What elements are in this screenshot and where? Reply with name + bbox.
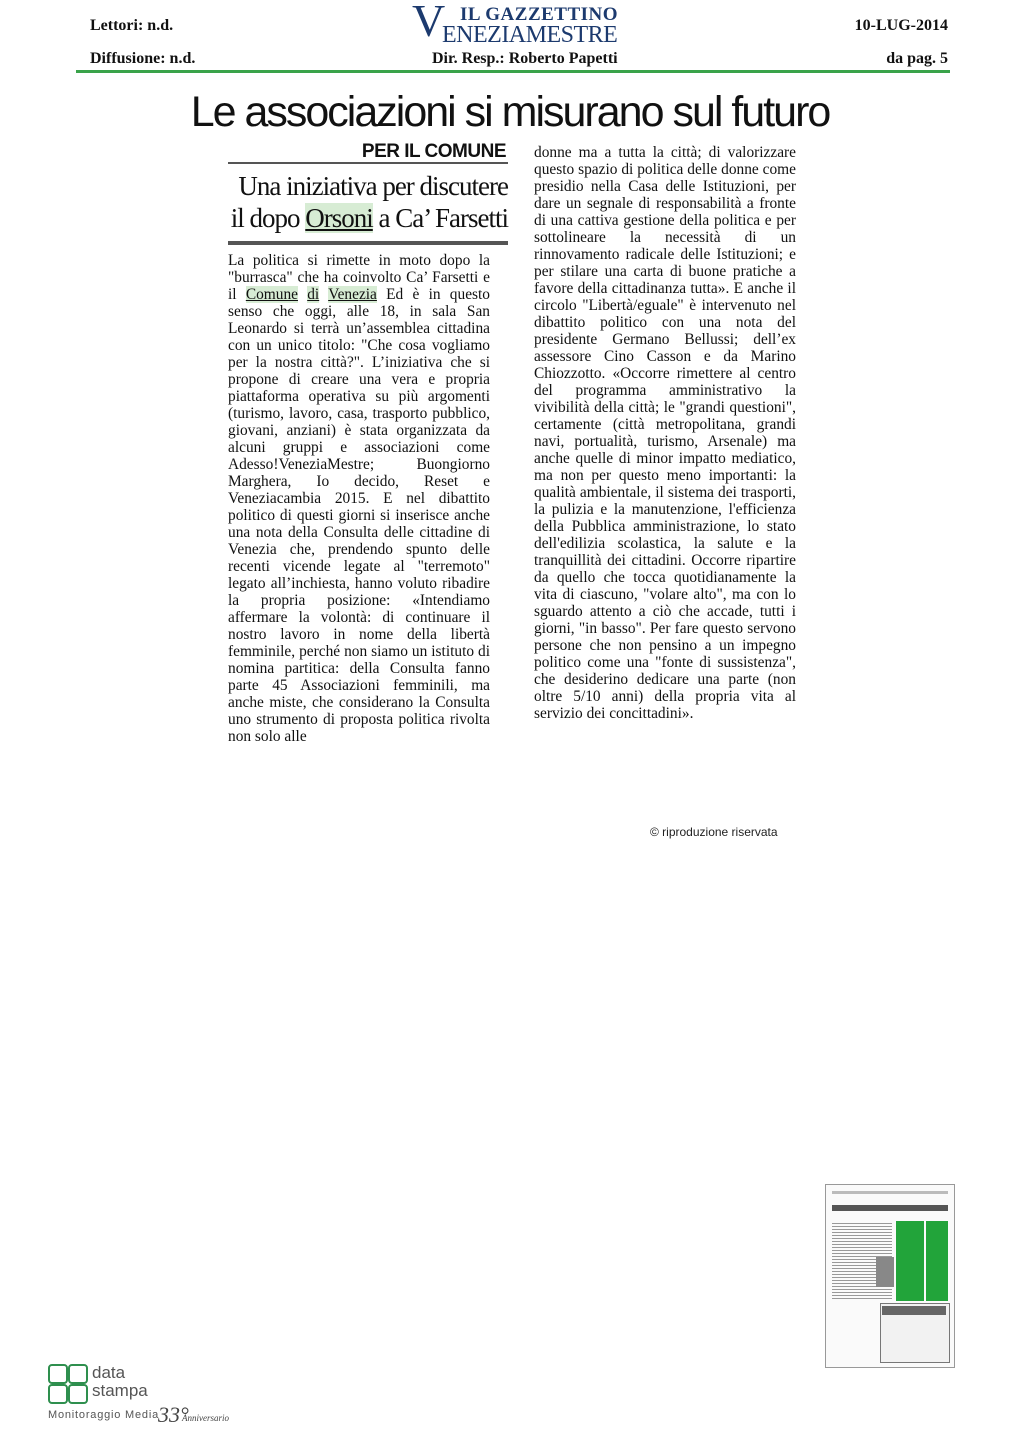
subtitle-text-end: a Ca’ Farsetti xyxy=(372,203,508,233)
masthead-initial: V xyxy=(412,0,446,46)
col1-highlight-di: di xyxy=(307,286,320,303)
masthead-bottom: ENEZIAMESTRE xyxy=(442,22,618,48)
subtitle-rule xyxy=(228,241,508,245)
page-ref-label: da pag. 5 xyxy=(886,50,948,67)
column-1-text xyxy=(228,252,490,745)
column-2-text: donne ma a tutta la città; di valorizzare questo spazio di politica delle donne come presidio nella Casa delle Istituzioni, per dare un segnale di responsabilità a fronte di una cattiva gestione della politica e per sottolineare la necessità di un rinnovamento radicale delle Istituzioni; e per stilare una carta di buone pratiche a favore della cittadinanza tutta». E anche il circolo "Libertà/eguale" è intervenuto nel dibattito politico con una nota del presidente Germano Bellussi; dell’ex assessore Cino Casson e da Marino Chiozzotto. «Occorre rimettere al centro del programma amministrativo la vivibilità della città; le "grandi questioni", certamente (città metropolitana, grandi navi, portualità, turismo, Arsenale) ma anche quelle di minor impatto mediatico, ma non per questo meno importanti: la qualità ambientale, il sistema dei trasporti, la pulizia e la manutenzione, l'efficienza della Pubblica amministrazione, lo stato dell'edilizia scolastica, la salute e la tranquillità dei cittadini. Occorre ripartire da quello che tocca quotidianamente la vita di ciascuno, "volare alto", ma con lo sguardo attento a ciò che accade, tutti i giorni, "in basso". Per fare questo servono persone che non pensino a un impegno politico come una "fonte di sussistenza", che desiderino dedicare una parte (non oltre 5/10 anni) della propria vita al servizio dei concittadini». xyxy=(534,144,796,722)
col1-space-1 xyxy=(298,286,307,303)
copyright-notice: © riproduzione riservata xyxy=(650,825,778,839)
subtitle-text: Una iniziativa per discutere il dopo xyxy=(230,171,508,233)
logo-square-icon xyxy=(68,1384,88,1404)
masthead-logo xyxy=(412,2,642,46)
logo-anniversary-word: Anniversario xyxy=(182,1413,229,1423)
logo-square-icon xyxy=(48,1384,68,1404)
col1-text-b: Ed è in questo senso che oggi, alle 18, in sala San Leonardo si terrà un’assemblea cittadina con un unico titolo: "Che cosa vogliamo per la nostra città?". L’iniziativa che si propone di creare una vera e propria piattaforma operativa su più argomenti (turismo, lavoro, casa, trasporto pubblico, giovani, anziani) è stata organizzata da alcuni gruppi e associazioni come Adesso!VeneziaMestre; Buongiorno Marghera, Io decido, Reset e Veneziacambia 2015. E nel dibattito politico di questi giorni si inserisce anche una nota della Consulta delle cittadine di Venezia che, prendendo spunto delle recenti vicende legate al "terremoto" legato all’inchiesta, hanno voluto ribadire la propria posizione: «Intendiamo affermare la volontà: di continuare il nostro lavoro in nome della libertà femminile, perché non siamo un istituto di nomina partitica: della Consulta fanno parte 45 Associazioni femminili, ma anche miste, che considerano la Consulta uno strumento di proposta politica rivolta non solo alle xyxy=(228,286,490,745)
thumb-highlight-column-2 xyxy=(926,1221,948,1301)
datastampa-logo xyxy=(48,1364,248,1428)
col1-space-2 xyxy=(319,286,328,303)
logo-anniversary-number: 33° xyxy=(158,1402,189,1427)
thumb-title xyxy=(832,1205,948,1211)
header-rule xyxy=(76,70,950,73)
thumb-advert-band xyxy=(882,1306,946,1315)
article-subtitle xyxy=(228,170,508,234)
logo-word-stampa: stampa xyxy=(92,1381,148,1400)
article-column-1 xyxy=(228,252,490,745)
col1-highlight-venezia: Venezia xyxy=(328,286,377,303)
col1-highlight-comune: Comune xyxy=(245,286,298,303)
kicker-rule xyxy=(228,162,508,164)
page-thumbnail xyxy=(825,1184,955,1368)
director-label: Dir. Resp.: Roberto Papetti xyxy=(432,50,618,67)
date-label: 10-LUG-2014 xyxy=(854,17,948,34)
logo-word-data: data xyxy=(92,1363,126,1382)
subtitle-highlight: Orsoni xyxy=(305,203,373,233)
article-kicker: PER IL COMUNE xyxy=(361,141,506,162)
article-column-2 xyxy=(534,144,796,722)
circulation-label: Diffusione: n.d. xyxy=(90,50,196,67)
article-headline: Le associazioni si misurano sul futuro xyxy=(190,88,830,136)
logo-tagline: Monitoraggio Media xyxy=(48,1409,160,1421)
thumb-header xyxy=(832,1191,948,1194)
logo-square-icon xyxy=(48,1364,68,1384)
readers-label: Lettori: n.d. xyxy=(90,17,174,34)
thumb-highlight-column-1 xyxy=(896,1221,924,1301)
col1-text-a: La politica si rimette in moto dopo la "burrasca" che ha coinvolto Ca’ Farsetti e il xyxy=(228,252,490,303)
thumb-photo xyxy=(876,1257,894,1287)
logo-square-icon xyxy=(68,1364,88,1384)
masthead-top: IL GAZZETTINO xyxy=(460,4,619,25)
